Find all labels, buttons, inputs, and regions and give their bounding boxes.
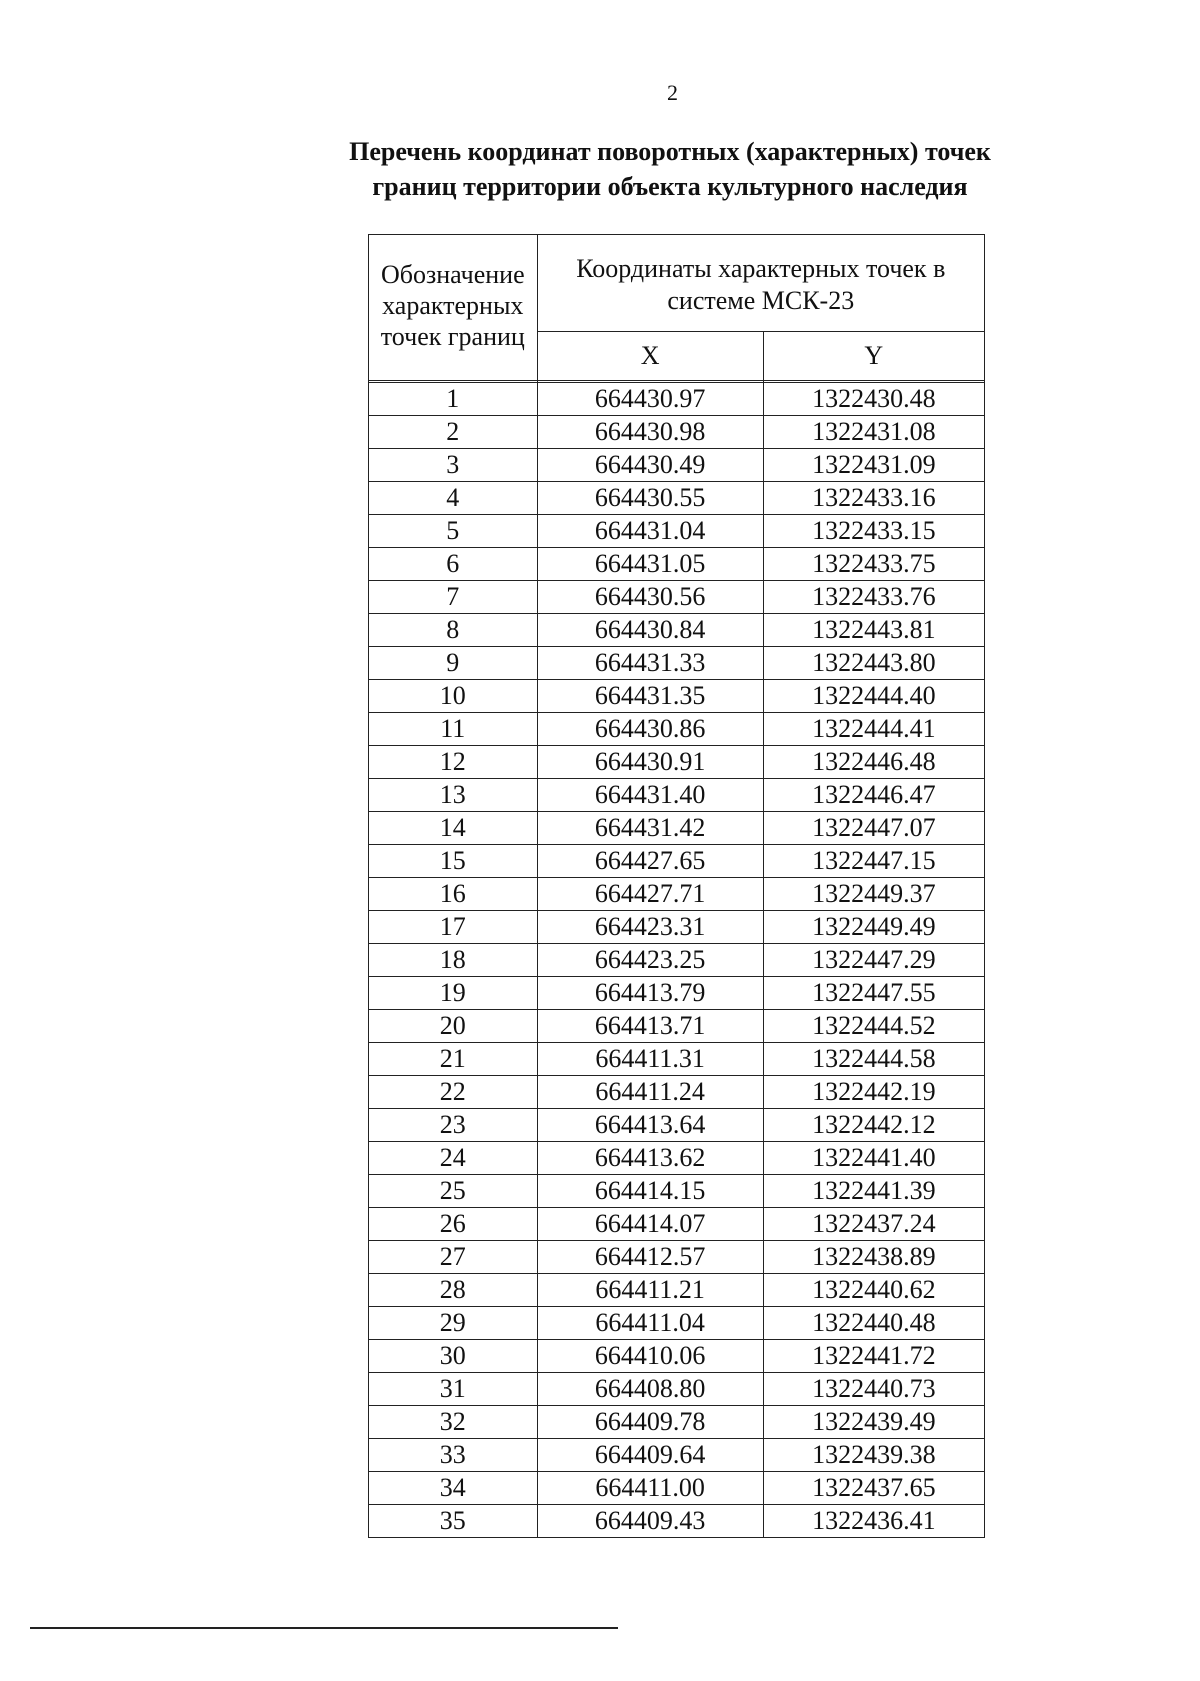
x-coordinate-cell: 664427.65	[537, 845, 763, 878]
x-coordinate-cell: 664413.79	[537, 977, 763, 1010]
y-coordinate-cell: 1322430.48	[763, 383, 984, 416]
table-row	[369, 1406, 985, 1439]
x-coordinate-cell: 664427.71	[537, 878, 763, 911]
x-coordinate-cell: 664411.24	[537, 1076, 763, 1109]
header-x: X	[537, 332, 763, 381]
point-number-cell: 12	[369, 746, 538, 779]
point-number-cell: 33	[369, 1439, 538, 1472]
table-row	[369, 548, 985, 581]
point-number-cell: 30	[369, 1340, 538, 1373]
x-coordinate-cell: 664413.62	[537, 1142, 763, 1175]
x-coordinate-cell: 664430.55	[537, 482, 763, 515]
point-number-cell: 8	[369, 614, 538, 647]
table-row	[369, 614, 985, 647]
point-number-cell: 23	[369, 1109, 538, 1142]
x-coordinate-cell: 664409.78	[537, 1406, 763, 1439]
table-row	[369, 1010, 985, 1043]
y-coordinate-cell: 1322433.15	[763, 515, 984, 548]
title-line-2: границ территории объекта культурного наследия	[372, 172, 968, 201]
coordinates-table	[368, 234, 985, 1538]
point-number-cell: 2	[369, 416, 538, 449]
y-coordinate-cell: 1322438.89	[763, 1241, 984, 1274]
table-row	[369, 647, 985, 680]
point-number-cell: 20	[369, 1010, 538, 1043]
table-row	[369, 383, 985, 416]
table-row	[369, 1208, 985, 1241]
point-number-cell: 22	[369, 1076, 538, 1109]
point-number-cell: 21	[369, 1043, 538, 1076]
x-coordinate-cell: 664411.21	[537, 1274, 763, 1307]
point-number-cell: 3	[369, 449, 538, 482]
y-coordinate-cell: 1322440.48	[763, 1307, 984, 1340]
y-coordinate-cell: 1322441.40	[763, 1142, 984, 1175]
table-row	[369, 482, 985, 515]
y-coordinate-cell: 1322433.16	[763, 482, 984, 515]
x-coordinate-cell: 664414.07	[537, 1208, 763, 1241]
x-coordinate-cell: 664423.31	[537, 911, 763, 944]
point-number-cell: 24	[369, 1142, 538, 1175]
x-coordinate-cell: 664430.56	[537, 581, 763, 614]
document-title	[300, 134, 1040, 204]
point-number-cell: 27	[369, 1241, 538, 1274]
table-row	[369, 1142, 985, 1175]
y-coordinate-cell: 1322446.48	[763, 746, 984, 779]
y-coordinate-cell: 1322447.15	[763, 845, 984, 878]
y-coordinate-cell: 1322441.72	[763, 1340, 984, 1373]
point-number-cell: 17	[369, 911, 538, 944]
y-coordinate-cell: 1322449.49	[763, 911, 984, 944]
x-coordinate-cell: 664431.42	[537, 812, 763, 845]
page-number: 2	[667, 80, 678, 105]
table-row	[369, 1043, 985, 1076]
x-coordinate-cell: 664413.71	[537, 1010, 763, 1043]
table-row	[369, 911, 985, 944]
table-row	[369, 779, 985, 812]
table-body	[369, 381, 985, 1538]
table-row	[369, 1076, 985, 1109]
table-row	[369, 1373, 985, 1406]
point-number-cell: 26	[369, 1208, 538, 1241]
header-y: Y	[763, 332, 984, 381]
point-number-cell: 29	[369, 1307, 538, 1340]
footer-rule	[30, 1627, 618, 1629]
table-row	[369, 1340, 985, 1373]
y-coordinate-cell: 1322444.40	[763, 680, 984, 713]
x-coordinate-cell: 664430.49	[537, 449, 763, 482]
x-coordinate-cell: 664412.57	[537, 1241, 763, 1274]
table-row	[369, 812, 985, 845]
y-coordinate-cell: 1322431.08	[763, 416, 984, 449]
point-number-cell: 35	[369, 1505, 538, 1538]
table-row	[369, 1109, 985, 1142]
point-number-cell: 19	[369, 977, 538, 1010]
y-coordinate-cell: 1322442.19	[763, 1076, 984, 1109]
x-coordinate-cell: 664414.15	[537, 1175, 763, 1208]
point-number-cell: 32	[369, 1406, 538, 1439]
y-coordinate-cell: 1322442.12	[763, 1109, 984, 1142]
y-coordinate-cell: 1322447.29	[763, 944, 984, 977]
table-row	[369, 977, 985, 1010]
table-row	[369, 1241, 985, 1274]
y-coordinate-cell: 1322446.47	[763, 779, 984, 812]
y-coordinate-cell: 1322447.07	[763, 812, 984, 845]
point-number-cell: 18	[369, 944, 538, 977]
y-coordinate-cell: 1322449.37	[763, 878, 984, 911]
y-coordinate-cell: 1322433.75	[763, 548, 984, 581]
table-row	[369, 581, 985, 614]
y-coordinate-cell: 1322440.62	[763, 1274, 984, 1307]
table-row	[369, 449, 985, 482]
table-row	[369, 1472, 985, 1505]
table-row	[369, 1439, 985, 1472]
y-coordinate-cell: 1322436.41	[763, 1505, 984, 1538]
y-coordinate-cell: 1322444.52	[763, 1010, 984, 1043]
x-coordinate-cell: 664430.86	[537, 713, 763, 746]
table-row	[369, 713, 985, 746]
table-row	[369, 1175, 985, 1208]
table-row	[369, 845, 985, 878]
y-coordinate-cell: 1322440.73	[763, 1373, 984, 1406]
y-coordinate-cell: 1322431.09	[763, 449, 984, 482]
y-coordinate-cell: 1322439.49	[763, 1406, 984, 1439]
point-number-cell: 9	[369, 647, 538, 680]
x-coordinate-cell: 664409.43	[537, 1505, 763, 1538]
y-coordinate-cell: 1322439.38	[763, 1439, 984, 1472]
point-number-cell: 25	[369, 1175, 538, 1208]
x-coordinate-cell: 664408.80	[537, 1373, 763, 1406]
x-coordinate-cell: 664410.06	[537, 1340, 763, 1373]
point-number-cell: 13	[369, 779, 538, 812]
point-number-cell: 7	[369, 581, 538, 614]
x-coordinate-cell: 664431.40	[537, 779, 763, 812]
title-line-1: Перечень координат поворотных (характерных) точек	[349, 137, 991, 166]
point-number-cell: 34	[369, 1472, 538, 1505]
x-coordinate-cell: 664423.25	[537, 944, 763, 977]
point-number-cell: 6	[369, 548, 538, 581]
y-coordinate-cell: 1322444.58	[763, 1043, 984, 1076]
point-number-cell: 11	[369, 713, 538, 746]
table-row	[369, 416, 985, 449]
point-number-cell: 31	[369, 1373, 538, 1406]
table-row	[369, 1274, 985, 1307]
x-coordinate-cell: 664411.31	[537, 1043, 763, 1076]
point-number-cell: 4	[369, 482, 538, 515]
point-number-cell: 5	[369, 515, 538, 548]
y-coordinate-cell: 1322447.55	[763, 977, 984, 1010]
point-number-cell: 28	[369, 1274, 538, 1307]
y-coordinate-cell: 1322441.39	[763, 1175, 984, 1208]
y-coordinate-cell: 1322444.41	[763, 713, 984, 746]
table-row	[369, 1505, 985, 1538]
table-row	[369, 878, 985, 911]
x-coordinate-cell: 664411.00	[537, 1472, 763, 1505]
point-number-cell: 16	[369, 878, 538, 911]
x-coordinate-cell: 664430.98	[537, 416, 763, 449]
x-coordinate-cell: 664430.84	[537, 614, 763, 647]
point-number-cell: 15	[369, 845, 538, 878]
table-row	[369, 746, 985, 779]
table-row	[369, 1307, 985, 1340]
x-coordinate-cell: 664431.04	[537, 515, 763, 548]
header-point-label: Обозначение характерных точек границ	[369, 235, 538, 381]
x-coordinate-cell: 664413.64	[537, 1109, 763, 1142]
table-row	[369, 515, 985, 548]
table-header	[369, 235, 985, 381]
point-number-cell: 14	[369, 812, 538, 845]
y-coordinate-cell: 1322433.76	[763, 581, 984, 614]
x-coordinate-cell: 664411.04	[537, 1307, 763, 1340]
y-coordinate-cell: 1322437.24	[763, 1208, 984, 1241]
x-coordinate-cell: 664431.35	[537, 680, 763, 713]
point-number-cell: 10	[369, 680, 538, 713]
y-coordinate-cell: 1322443.81	[763, 614, 984, 647]
x-coordinate-cell: 664430.91	[537, 746, 763, 779]
table-row	[369, 680, 985, 713]
y-coordinate-cell: 1322437.65	[763, 1472, 984, 1505]
x-coordinate-cell: 664409.64	[537, 1439, 763, 1472]
x-coordinate-cell: 664430.97	[537, 383, 763, 416]
x-coordinate-cell: 664431.33	[537, 647, 763, 680]
point-number-cell: 1	[369, 383, 538, 416]
table-row	[369, 944, 985, 977]
x-coordinate-cell: 664431.05	[537, 548, 763, 581]
y-coordinate-cell: 1322443.80	[763, 647, 984, 680]
header-coordinates-group: Координаты характерных точек в системе МСК-23	[537, 235, 984, 332]
